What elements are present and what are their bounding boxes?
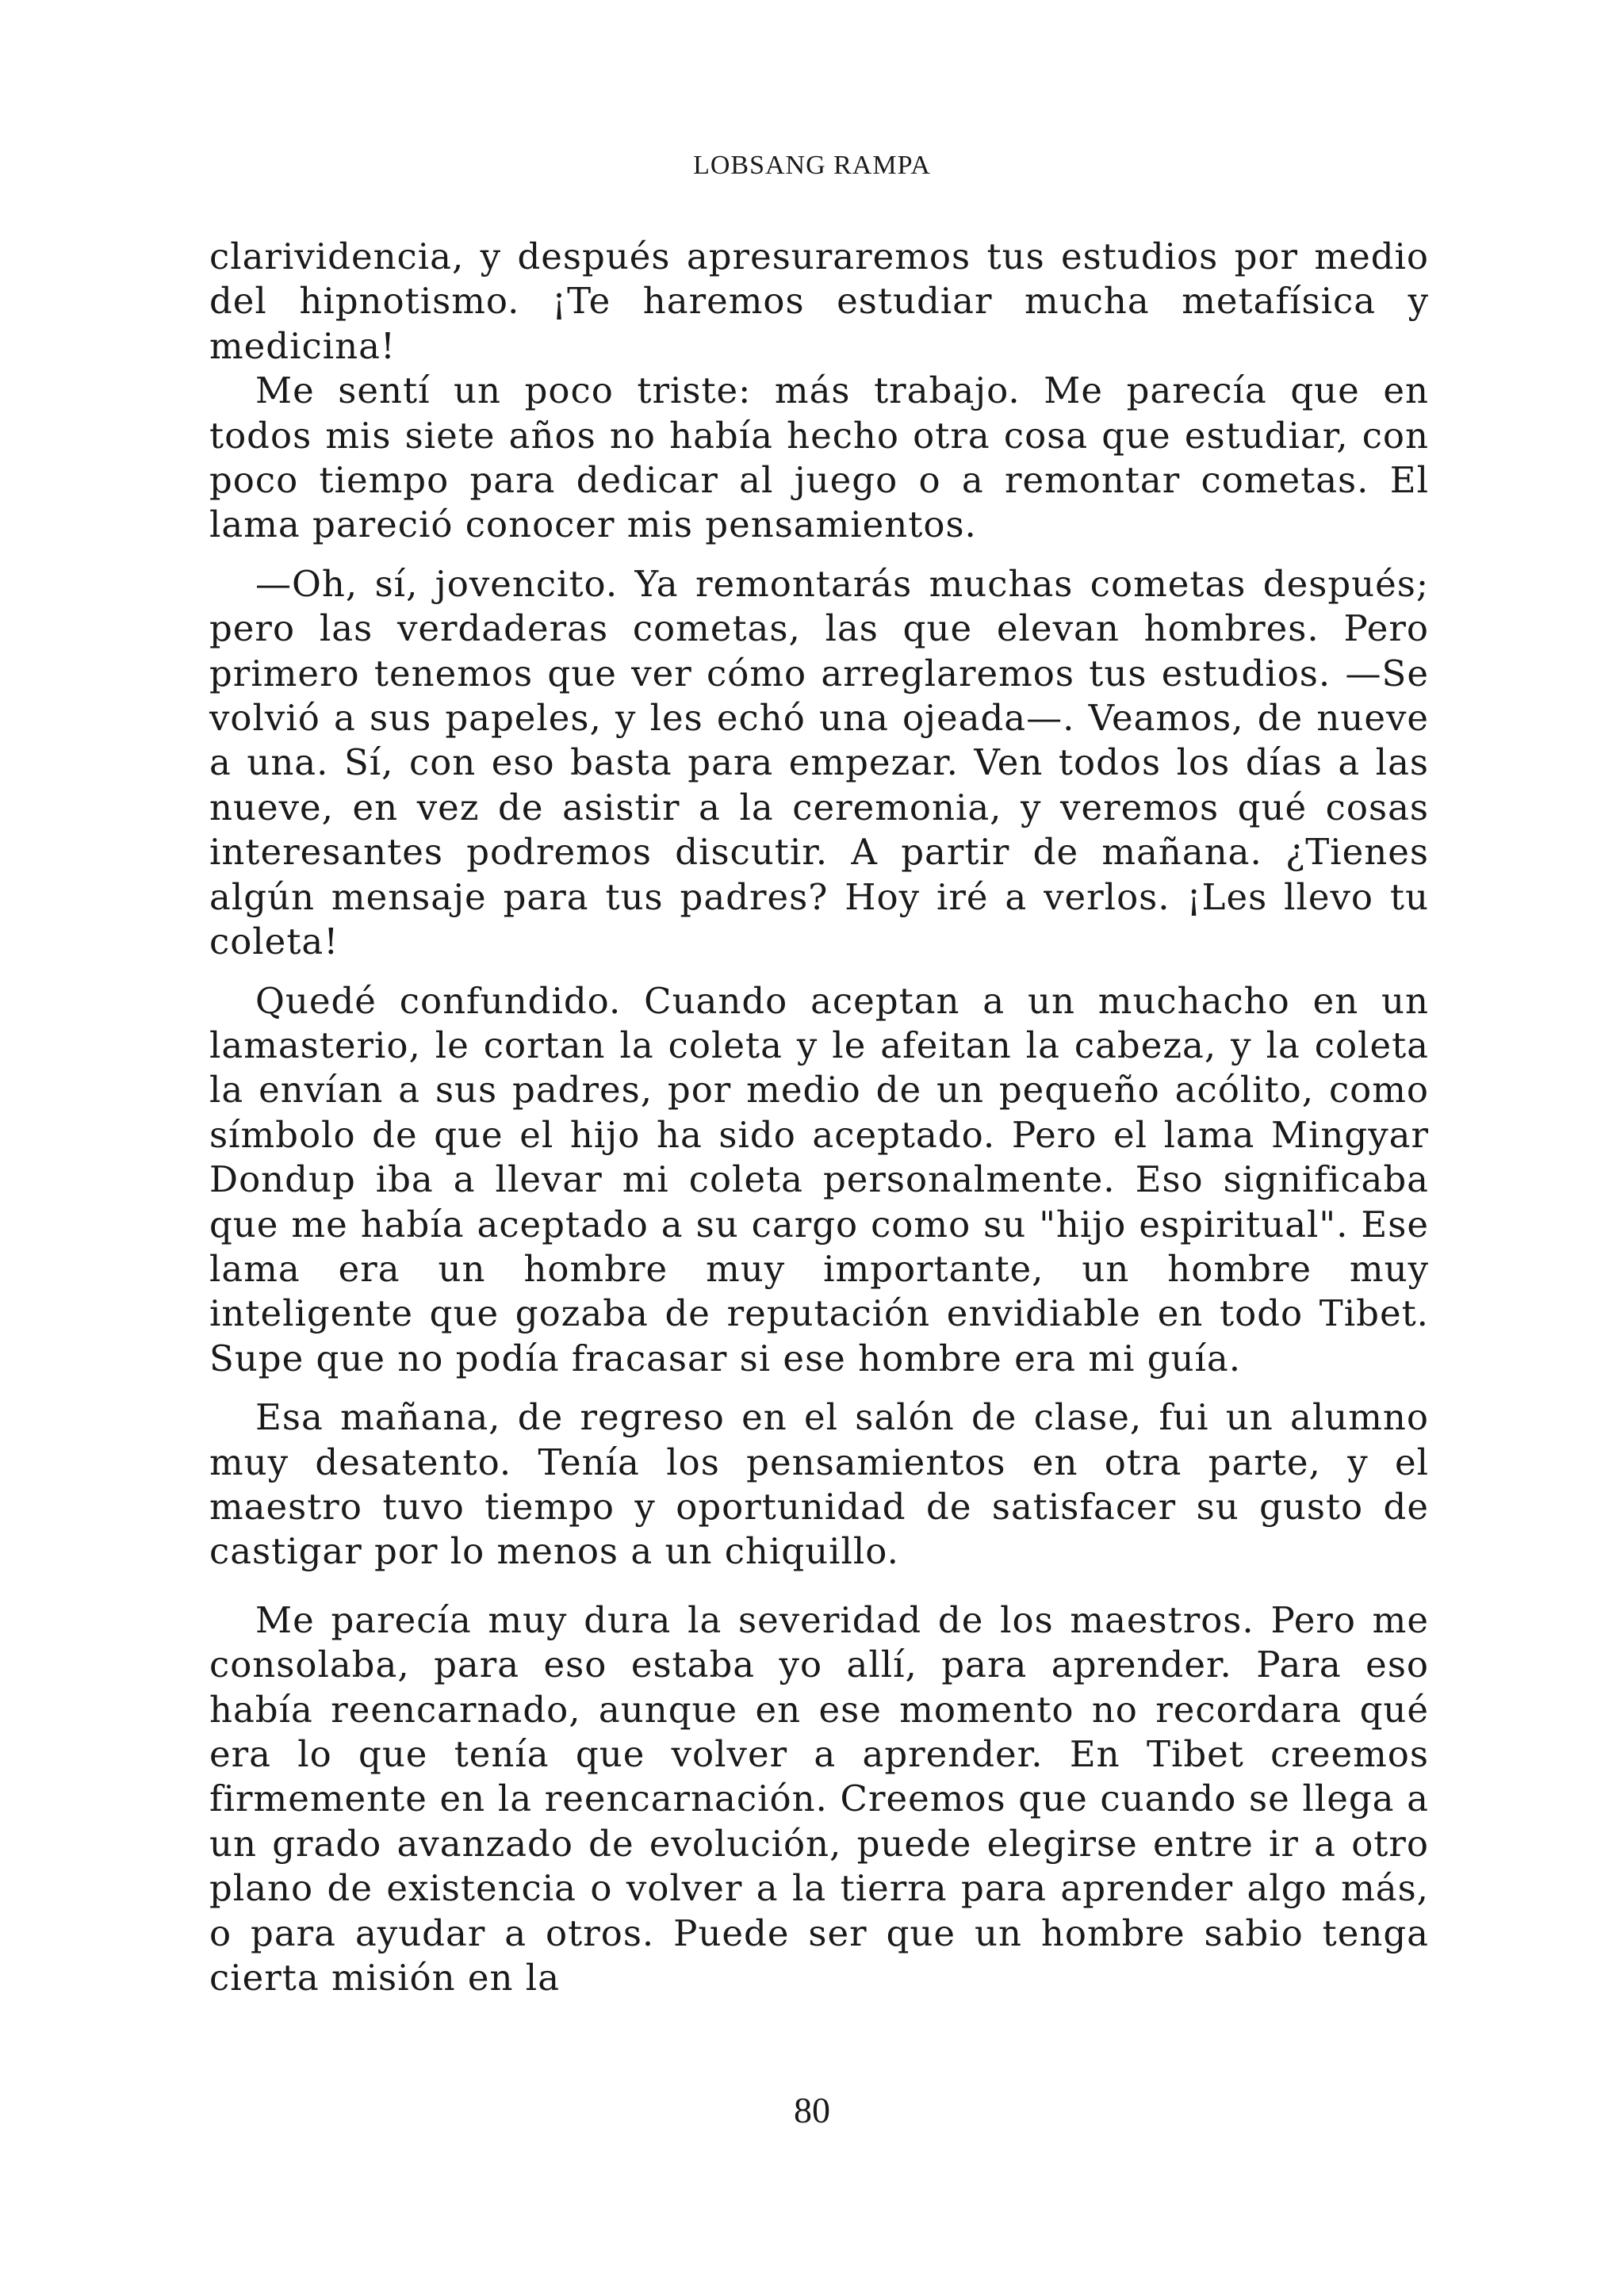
paragraph-2: Me sentí un poco triste: más trabajo. Me parecía que en todos mis siete años no había hecho otra cosa que estudiar, con poco tiempo para dedicar al juego o a remontar cometas. El lama pareció conocer mis pensamientos.	[209, 369, 1429, 546]
body-text	[209, 235, 1429, 2000]
paragraph-5: Esa mañana, de regreso en el salón de clase, fui un alumno muy desatento. Tenía los pensamientos en otra parte, y el maestro tuvo tiempo y oportunidad de satisfacer su gusto de castigar por lo menos a un chiquillo.	[209, 1396, 1429, 1573]
paragraph-6: Me parecía muy dura la severidad de los maestros. Pero me consolaba, para eso estaba yo allí, para aprender. Para eso había reencarnado, aunque en ese momento no recordara qué era lo que tenía que volver a aprender. En Tibet creemos firmemente en la reencarnación. Creemos que cuando se llega a un grado avanzado de evolución, puede elegirse entre ir a otro plano de existencia o volver a la tierra para aprender algo más, o para ayudar a otros. Puede ser que un hombre sabio tenga cierta misión en la	[209, 1598, 1429, 1999]
paragraph-3: —Oh, sí, jovencito. Ya remontarás muchas cometas después; pero las verdaderas cometas, las que elevan hombres. Pero primero tenemos que ver cómo arreglaremos tus estudios. —Se volvió a sus papeles, y les echó una ojeada—. Veamos, de nueve a una. Sí, con eso basta para empezar. Ven todos los días a las nueve, en vez de asistir a la ceremonia, y veremos qué cosas interesantes podremos discutir. A partir de mañana. ¿Tienes algún mensaje para tus padres? Hoy iré a verlos. ¡Les llevo tu coleta!	[209, 562, 1429, 963]
paragraph-4: Quedé confundido. Cuando aceptan a un muchacho en un lamasterio, le cortan la coleta y le afeitan la cabeza, y la coleta la envían a sus padres, por medio de un pequeño acólito, como símbolo de que el hijo ha sido aceptado. Pero el lama Mingyar Dondup iba a llevar mi coleta personalmente. Eso significaba que me había aceptado a su cargo como su "hijo espiritual". Ese lama era un hombre muy importante, un hombre muy inteligente que gozaba de reputación envidiable en todo Tibet. Supe que no podía fracasar si ese hombre era mi guía.	[209, 979, 1429, 1380]
paragraph-1: clarividencia, y después apresuraremos tus estudios por medio del hipnotismo. ¡Te haremos estudiar mucha metafísica y medicina!	[209, 235, 1429, 367]
running-header: LOBSANG RAMPA	[693, 151, 931, 180]
page-number: 80	[794, 2090, 830, 2130]
